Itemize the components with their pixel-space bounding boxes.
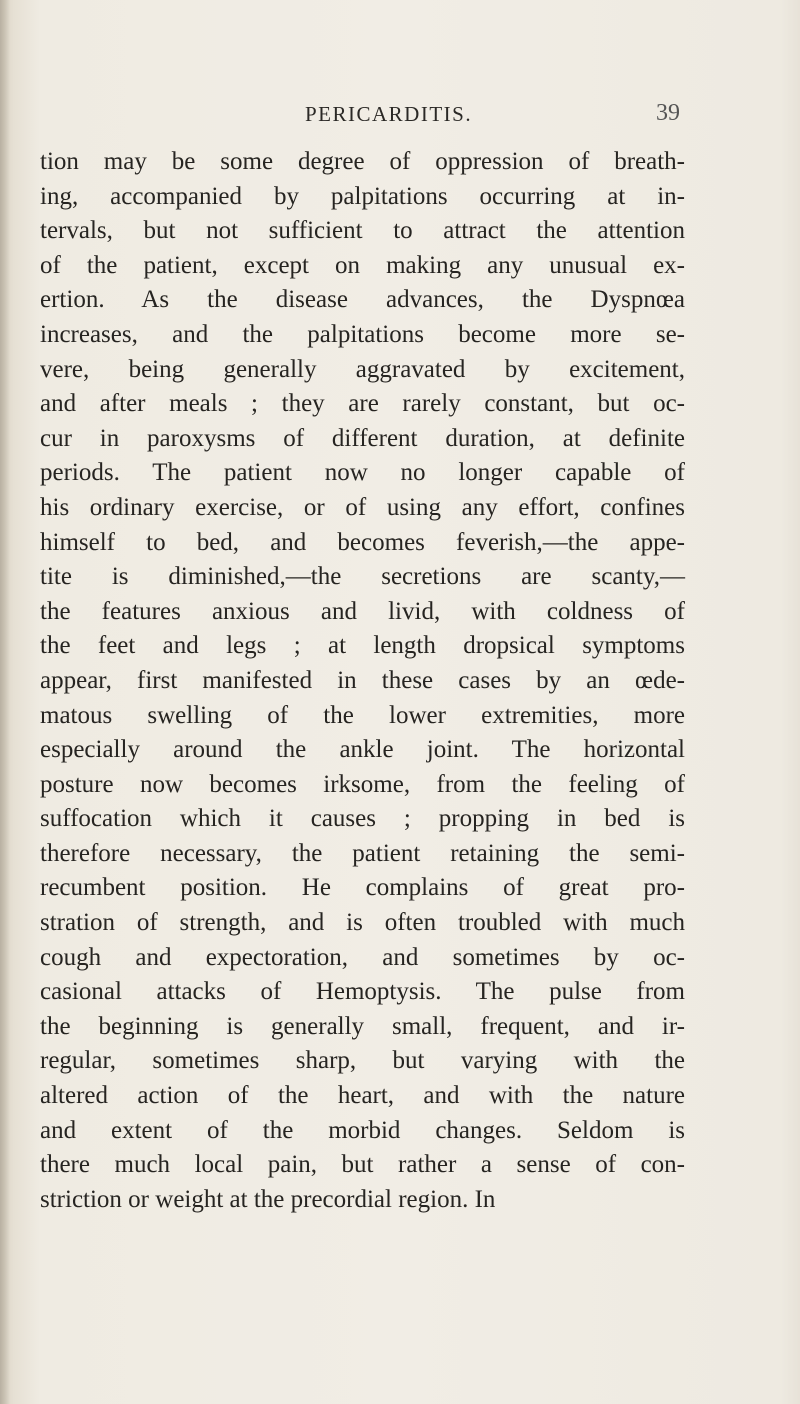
text-line: of the patient, except on making any unusual ex-	[40, 251, 685, 279]
text-line: the feet and legs ; at length dropsical symptoms	[40, 632, 685, 660]
text-line: posture now becomes irksome, from the feeling of	[40, 770, 685, 798]
running-title: PERICARDITIS.	[305, 102, 473, 126]
text-line: himself to bed, and becomes feverish,—the appe-	[40, 528, 685, 556]
text-line: ertion. As the disease advances, the Dyspnœa	[40, 286, 685, 314]
text-line: stration of strength, and is often troubled with much	[40, 909, 685, 937]
text-line: cough and expectoration, and sometimes by oc-	[40, 943, 685, 971]
page-gutter-shadow	[0, 0, 10, 1404]
text-line: recumbent position. He complains of great pro-	[40, 874, 685, 902]
text-line: vere, being generally aggravated by excitement,	[40, 355, 685, 383]
text-line: his ordinary exercise, or of using any effort, confines	[40, 493, 685, 521]
running-head	[40, 102, 680, 132]
text-line: increases, and the palpitations become more se-	[40, 320, 685, 348]
text-line: tite is diminished,—the secretions are scanty,—	[40, 563, 685, 591]
text-line: appear, first manifested in these cases by an œde-	[40, 666, 685, 694]
text-line: suffocation which it causes ; propping in bed is	[40, 805, 685, 833]
text-line: the beginning is generally small, frequent, and ir-	[40, 1012, 685, 1040]
text-line: especially around the ankle joint. The horizontal	[40, 736, 685, 764]
text-line: tervals, but not sufficient to attract the attention	[40, 217, 685, 245]
text-line: therefore necessary, the patient retaining the semi-	[40, 839, 685, 867]
text-line: matous swelling of the lower extremities, more	[40, 701, 685, 729]
text-line: ing, accompanied by palpitations occurring at in-	[40, 182, 685, 210]
text-line: striction or weight at the precordial region. In	[40, 1185, 496, 1213]
text-line: the features anxious and livid, with coldness of	[40, 597, 685, 625]
text-line: periods. The patient now no longer capable of	[40, 459, 685, 487]
text-line: and after meals ; they are rarely constant, but oc-	[40, 390, 685, 418]
text-line: cur in paroxysms of different duration, at definite	[40, 424, 685, 452]
text-line: regular, sometimes sharp, but varying with the	[40, 1047, 685, 1075]
text-line: tion may be some degree of oppression of breath-	[40, 148, 685, 175]
text-line: there much local pain, but rather a sense of con-	[40, 1151, 685, 1179]
text-line: and extent of the morbid changes. Seldom is	[40, 1116, 685, 1144]
body-text	[40, 145, 685, 1217]
text-line: altered action of the heart, and with the nature	[40, 1082, 685, 1110]
page-number: 39	[656, 100, 680, 126]
text-line: casional attacks of Hemoptysis. The pulse from	[40, 978, 685, 1006]
